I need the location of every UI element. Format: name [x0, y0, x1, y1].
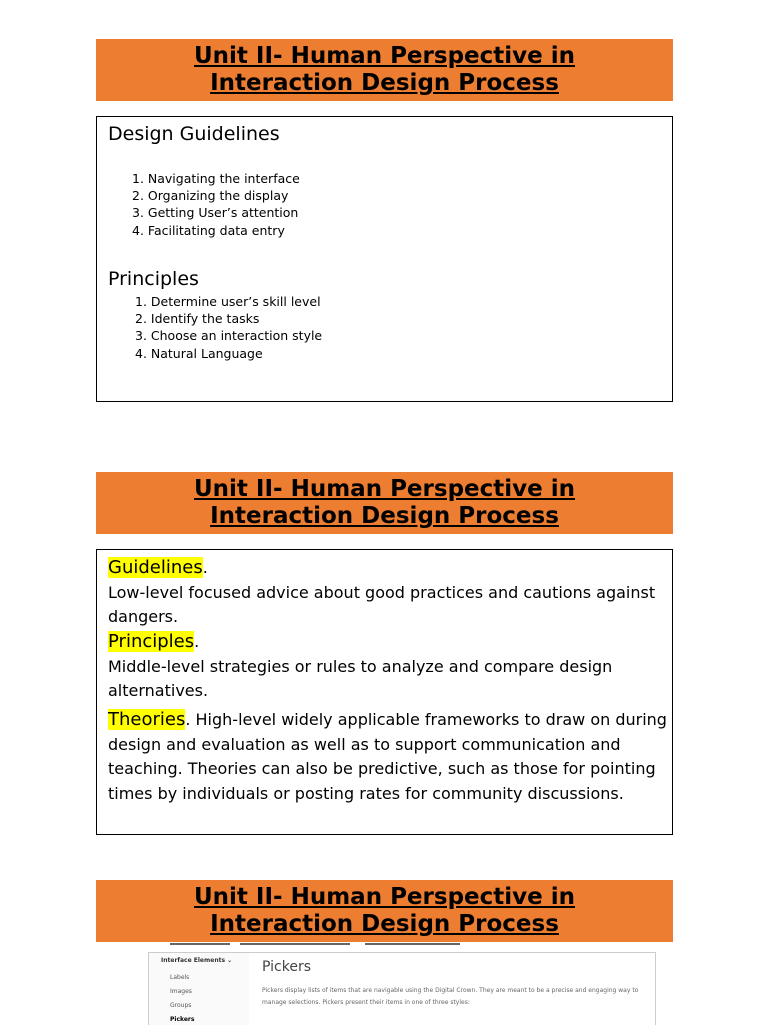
screenshot-description: Pickers display lists of items that are navigable using the Digital Crown. They are meant to be a precise and engaging way to manage selections. Pickers present their items in one of three styles:	[262, 987, 639, 1006]
guidelines-term: Guidelines	[108, 557, 203, 578]
list-item: 3. Getting User’s attention	[132, 205, 299, 221]
embedded-screenshot	[148, 952, 656, 1025]
slide1-title-banner	[96, 39, 673, 101]
screenshot-sidebar	[149, 953, 249, 1025]
sidebar-title: Interface Elements ⌄	[161, 957, 233, 964]
list-item: 1. Determine user’s skill level	[135, 294, 321, 309]
slide2-content-box	[96, 549, 673, 835]
sidebar-item-groups: Groups	[170, 1002, 192, 1009]
list-item: 4. Facilitating data entry	[132, 222, 285, 238]
sidebar-item-images: Images	[170, 988, 192, 995]
sidebar-item-labels: Labels	[170, 974, 190, 981]
slide2-title-line2: Interaction Design Process	[210, 503, 559, 529]
list-item: 2. Identify the tasks	[135, 311, 260, 327]
clipped-text-line	[150, 940, 500, 946]
list-item: 4. Natural Language	[135, 345, 263, 361]
list-item: 3. Choose an interaction style	[135, 328, 323, 344]
slide2-title-line1: Unit II- Human Perspective in	[193, 476, 576, 502]
principles-definition	[108, 630, 668, 704]
principles-list	[135, 293, 322, 362]
slide1-title-line2: Interaction Design Process	[210, 70, 559, 96]
slide1-content-box	[96, 116, 673, 402]
principles-text: Middle-level strategies or rules to analyze and compare design alternatives.	[108, 656, 613, 701]
guidelines-text: Low-level focused advice about good practices and cautions against dangers.	[108, 582, 656, 627]
design-guidelines-heading: Design Guidelines	[108, 123, 280, 145]
screenshot-title: Pickers	[262, 959, 311, 975]
principles-heading: Principles	[108, 268, 199, 290]
slide2-title-banner	[96, 472, 673, 534]
guidelines-definition	[108, 556, 668, 630]
principles-term: Principles	[108, 631, 195, 652]
list-item: 1. Navigating the interface	[132, 171, 300, 186]
slide3-title-line1: Unit II- Human Perspective in	[193, 884, 576, 910]
theories-text: High-level widely applicable frameworks to draw on during design and evaluation as well as to support communication and teaching. Theories can also be predictive, such as those for pointing times by individuals or posting rates for community discussions.	[108, 710, 667, 803]
theories-definition	[108, 708, 668, 806]
theories-term: Theories	[108, 709, 186, 730]
slide3-title-line2: Interaction Design Process	[210, 911, 559, 937]
period: .	[185, 710, 191, 729]
period: .	[202, 558, 208, 577]
sidebar-item-pickers: Pickers	[170, 1016, 195, 1023]
slide3-title-banner	[96, 880, 673, 942]
slide1-title-line1: Unit II- Human Perspective in	[193, 43, 576, 69]
list-item: 2. Organizing the display	[132, 188, 289, 204]
period: .	[194, 632, 200, 651]
guidelines-list	[132, 170, 300, 239]
